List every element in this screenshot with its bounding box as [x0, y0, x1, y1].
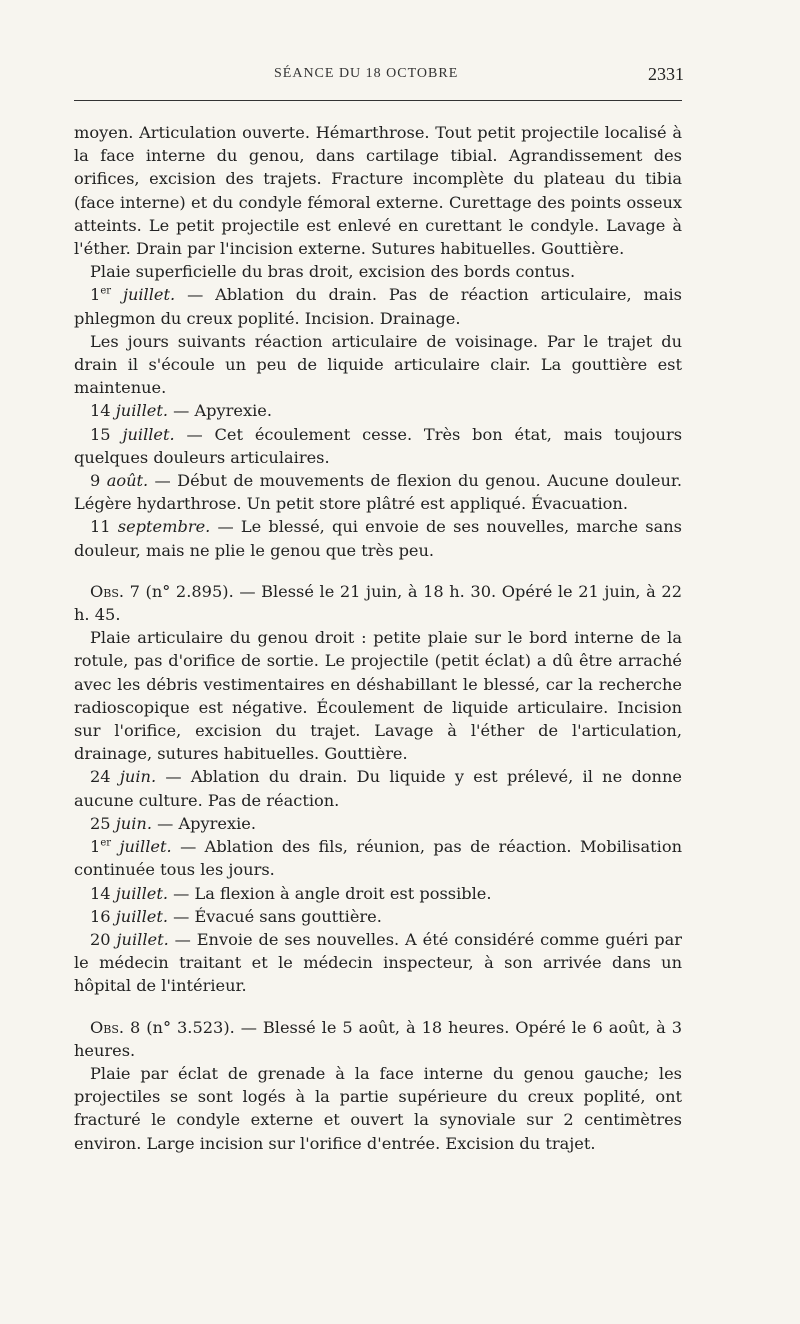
entry-day: 14 [90, 883, 111, 903]
entry-text: — Ablation du drain. Du liquide y est prélevé, il ne donne aucune culture. Pas de réaction. [74, 767, 682, 810]
dated-entry [74, 928, 682, 998]
observation-label: Obs. [90, 581, 125, 601]
entry-date: juillet. [115, 883, 168, 903]
entry-text: — Cet écoulement cesse. Très bon état, mais toujours quelques douleurs articulaires. [74, 424, 682, 467]
page-header [74, 64, 682, 90]
entry-text: — Ablation des fils, réunion, pas de réaction. Mobilisation continuée tous les jours. [74, 837, 682, 880]
entry-date: juin. [115, 813, 152, 833]
ordinal-suffix: er [100, 286, 112, 298]
paragraph-text: Plaie articulaire du genou droit : petite plaie sur le bord interne de la rotule, pas d'orifice de sortie. Le projectile (petit éclat) a dû être arraché avec les débris vestimentaires en déshabillant le blessé, car la recherche radioscopique est négative. Écoulement de liquide articulaire. Incision sur l'orifice, excision du trajet. Lavage à l'éther de l'articulation, drainage, sutures habituelles. Gouttière. [74, 628, 682, 764]
dated-entry [74, 882, 682, 905]
dated-entry [74, 399, 682, 422]
entry-date: juillet. [115, 906, 168, 926]
paragraph-1 [74, 121, 682, 260]
paragraph-text: Plaie par éclat de grenade à la face interne du genou gauche; les projectiles se sont logés à la partie supérieure du creux poplité, ont fracturé le condyle externe et ouvert la synoviale sur 2 centimètres environ. Large incision sur l'orifice d'entrée. Excision du trajet. [74, 1063, 682, 1153]
dated-entry [74, 835, 682, 881]
entry-day: 1 [90, 285, 101, 305]
observation-heading [74, 1016, 682, 1062]
entry-day: 15 [90, 424, 111, 444]
dated-entry [74, 469, 682, 515]
ordinal-suffix: er [100, 837, 112, 849]
entry-text: — La flexion à angle droit est possible. [167, 883, 492, 903]
entry-day: 9 [90, 471, 101, 491]
entry-date: juillet. [122, 285, 176, 305]
entry-date: juillet. [122, 424, 175, 444]
entry-date: août. [106, 471, 149, 491]
paragraph-text: moyen. Articulation ouverte. Hémarthrose. Tout petit projectile localisé à la face interne du genou, dans cartilage tibial. Agrandissement des orifices, excision des trajets. Fracture incomplète du plateau du tibia (face interne) et du condyle fémoral externe. Curettage des points osseux atteints. Le petit projectile est enlevé en curettant le condyle. Lavage à l'éther. Drain par l'incision externe. Sutures habituelles. Gouttière. [74, 123, 682, 259]
paragraph-10 [74, 626, 682, 765]
paragraph-4 [74, 330, 682, 400]
dated-entry [74, 812, 682, 835]
entry-text: — Envoie de ses nouvelles. A été considéré comme guéri par le médecin traitant et le médecin inspecteur, à son arrivée dans un hôpital de l'intérieur. [74, 929, 682, 996]
paragraph-2 [74, 260, 682, 283]
entry-day: 24 [90, 767, 111, 787]
dated-entry [74, 283, 682, 329]
dated-entry [74, 423, 682, 469]
entry-day: 14 [90, 401, 111, 421]
body-text [74, 121, 682, 1155]
entry-text: — Le blessé, qui envoie de ses nouvelles, marche sans douleur, mais ne plie le genou que très peu. [74, 517, 682, 560]
page-number: 2331 [648, 64, 684, 84]
entry-day: 20 [90, 929, 111, 949]
paragraph-18 [74, 1062, 682, 1155]
paragraph-text: Plaie superficielle du bras droit, excision des bords contus. [90, 262, 576, 282]
observation-text: 7 (n° 2.895). — Blessé le 21 juin, à 18 h. 30. Opéré le 21 juin, à 22 h. 45. [74, 581, 682, 625]
entry-text: — Apyrexie. [151, 813, 256, 833]
running-head: SÉANCE DU 18 OCTOBRE [274, 66, 459, 81]
entry-day: 11 [90, 517, 111, 537]
dated-entry [74, 515, 682, 561]
header-rule [74, 100, 682, 101]
entry-text: — Apyrexie. [167, 401, 273, 421]
paragraph-text: Les jours suivants réaction articulaire de voisinage. Par le trajet du drain il s'écoule un peu de liquide articulaire clair. La gouttière est maintenue. [74, 331, 682, 398]
dated-entry [74, 905, 682, 928]
entry-text: — Début de mouvements de flexion du genou. Aucune douleur. Légère hydarthrose. Un petit store plâtré est appliqué. Évacuation. [74, 471, 682, 514]
entry-text: — Évacué sans gouttière. [167, 906, 382, 926]
observation-text: 8 (n° 3.523). — Blessé le 5 août, à 18 heures. Opéré le 6 août, à 3 heures. [74, 1017, 682, 1060]
entry-text: — Ablation du drain. Pas de réaction articulaire, mais phlegmon du creux poplité. Incision. Drainage. [74, 285, 682, 328]
entry-day: 25 [90, 813, 111, 833]
entry-date: septembre. [117, 517, 211, 537]
entry-day: 16 [90, 906, 111, 926]
entry-date: juillet. [116, 929, 169, 949]
observation-heading [74, 580, 682, 626]
entry-date: juillet. [115, 401, 168, 421]
observation-label: Obs. [90, 1017, 125, 1037]
entry-date: juin. [119, 767, 157, 787]
dated-entry [74, 765, 682, 811]
entry-date: juillet. [119, 837, 172, 857]
entry-day: 1 [90, 837, 101, 857]
